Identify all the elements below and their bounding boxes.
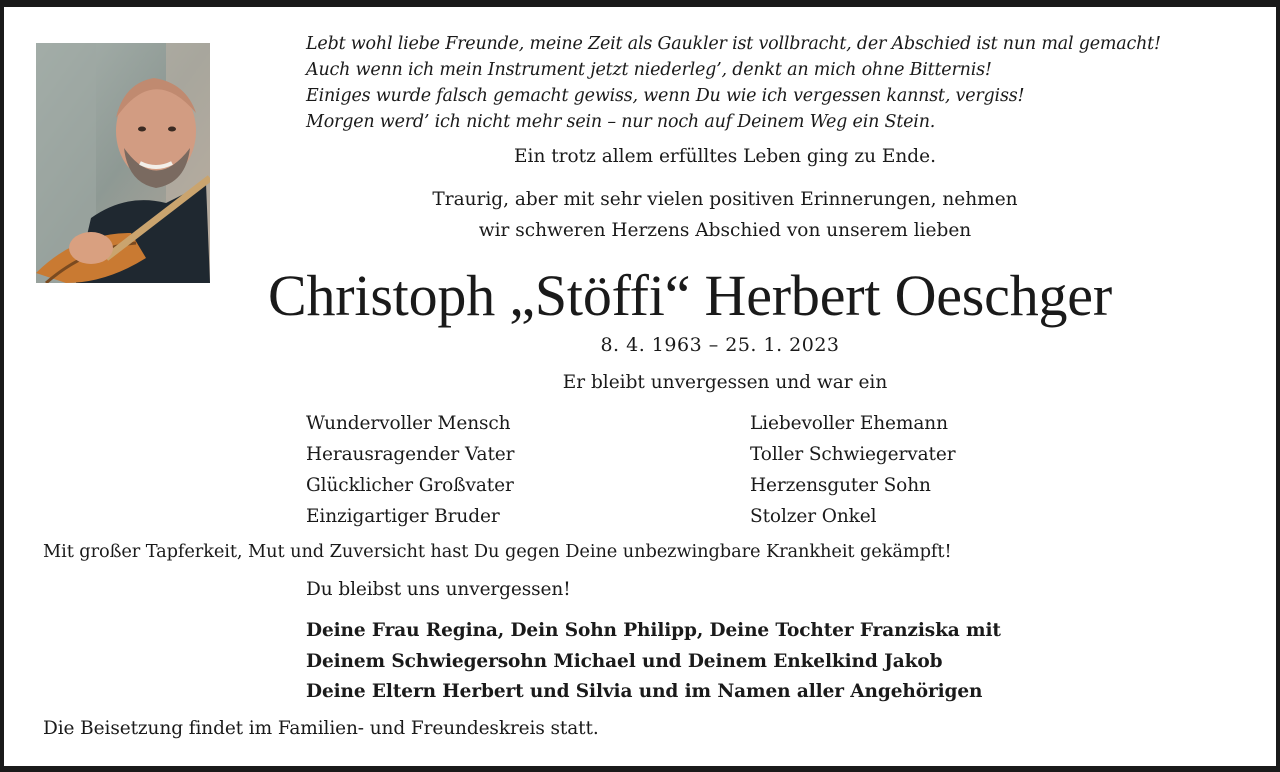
courage-line: Mit großer Tapferkeit, Mut und Zuversicht hast Du gegen Deine unbezwingbare Krankheit gekämpft! xyxy=(43,541,952,562)
family-line: Deine Frau Regina, Dein Sohn Philipp, Deine Tochter Franziska mit xyxy=(306,620,1001,641)
life-dates: 8. 4. 1963 – 25. 1. 2023 xyxy=(600,334,840,356)
poem-line: Auch wenn ich mein Instrument jetzt niederleg’, denkt an mich ohne Bitternis! xyxy=(306,60,992,80)
virtue-item: Glücklicher Großvater xyxy=(306,475,514,496)
poem xyxy=(306,31,1161,135)
remembrance-line: Er bleibt unvergessen und war ein xyxy=(562,372,888,393)
virtues-right xyxy=(750,408,955,532)
deceased-name: Christoph „Stöffi“ Herbert Oeschger xyxy=(268,263,1112,328)
family-signatures xyxy=(306,616,1001,708)
funeral-note: Die Beisetzung findet im Familien- und Freundeskreis statt. xyxy=(43,718,599,739)
virtues-left xyxy=(306,408,514,532)
announcement-line: Traurig, aber mit sehr vielen positiven Erinnerungen, nehmen xyxy=(432,189,1018,210)
announcement-line: wir schweren Herzens Abschied von unserem lieben xyxy=(478,220,972,241)
family-line: Deine Eltern Herbert und Silvia und im Namen aller Angehörigen xyxy=(306,681,983,702)
virtue-item: Herausragender Vater xyxy=(306,444,515,465)
unforgotten-line: Du bleibst uns unvergessen! xyxy=(306,579,571,600)
virtue-item: Wundervoller Mensch xyxy=(306,413,511,434)
poem-line: Morgen werd’ ich nicht mehr sein – nur noch auf Deinem Weg ein Stein. xyxy=(306,112,936,132)
intro-line: Ein trotz allem erfülltes Leben ging zu Ende. xyxy=(514,146,936,167)
virtue-item: Herzensguter Sohn xyxy=(750,475,931,496)
poem-line: Einiges wurde falsch gemacht gewiss, wenn Du wie ich vergessen kannst, vergiss! xyxy=(306,86,1025,106)
virtue-item: Stolzer Onkel xyxy=(750,506,877,527)
virtue-item: Einzigartiger Bruder xyxy=(306,506,500,527)
virtue-item: Liebevoller Ehemann xyxy=(750,413,948,434)
announcement xyxy=(0,184,1280,246)
poem-line: Lebt wohl liebe Freunde, meine Zeit als Gaukler ist vollbracht, der Abschied ist nun mal gemacht! xyxy=(306,34,1161,54)
virtue-item: Toller Schwiegervater xyxy=(750,444,956,465)
family-line: Deinem Schwiegersohn Michael und Deinem Enkelkind Jakob xyxy=(306,650,943,672)
